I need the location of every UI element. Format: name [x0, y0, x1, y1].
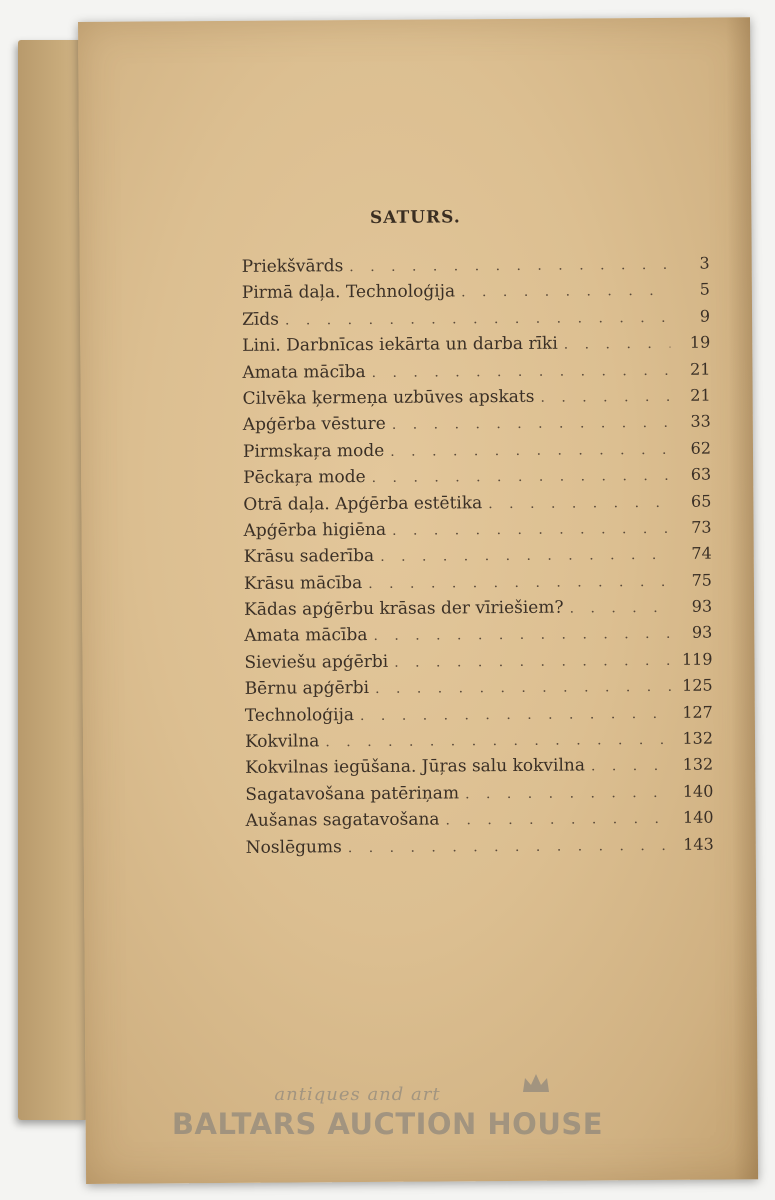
toc-entry-title: Kādas apģērbu krāsas der vīriešiem?	[244, 597, 564, 620]
toc-dot-leader	[392, 415, 671, 433]
toc-entry	[243, 412, 711, 442]
toc-entry-page: 9	[699, 306, 711, 326]
toc-entry-page: 63	[690, 464, 712, 484]
watermark-tagline: antiques and art	[274, 1084, 441, 1105]
toc-entry-page: 140	[682, 807, 714, 827]
toc-entry-page: 127	[682, 702, 713, 722]
toc-entry	[243, 465, 711, 495]
toc-entry-title: Apģērba vēsture	[242, 414, 386, 436]
toc-entry	[246, 808, 714, 838]
toc-entry-page: 73	[691, 517, 712, 537]
toc-entry-page: 119	[681, 649, 713, 669]
toc-entry-title: Aušanas sagatavošana	[245, 809, 440, 832]
toc-entry	[242, 254, 710, 284]
toc-entry-title: Kokvilna	[244, 731, 320, 752]
toc-entry-page: 75	[691, 570, 712, 590]
toc-entry-page: 125	[682, 675, 713, 696]
toc-entry-title: Priekšvārds	[241, 256, 344, 277]
toc-entry-title: Krāsu mācība	[243, 572, 363, 594]
toc-entry	[243, 491, 711, 521]
toc-entry-page: 65	[690, 491, 712, 511]
toc-entry-title: Bērnu apģērbi	[244, 678, 370, 700]
watermark-name: BALTARS AUCTION HOUSE	[171, 1107, 604, 1141]
toc-entry-title: Amata mācība	[244, 625, 368, 647]
toc-dot-leader	[325, 732, 673, 750]
toc-entry-title: Technoloģija	[244, 704, 355, 726]
toc-entry-title: Otrā daļa. Apģērba estētika	[243, 492, 483, 515]
toc-entry-page: 132	[682, 755, 714, 775]
toc-entry-page: 62	[690, 438, 712, 458]
toc-entry-page: 132	[682, 728, 714, 748]
toc-dot-leader	[465, 785, 673, 802]
page-title: SATURS.	[369, 207, 461, 228]
toc-entry	[244, 649, 712, 679]
toc-dot-leader	[564, 336, 671, 353]
toc-entry-page: 74	[691, 543, 712, 564]
toc-dot-leader	[390, 442, 671, 460]
toc-dot-leader	[372, 468, 672, 486]
toc-dot-leader	[375, 679, 673, 697]
book-page	[78, 17, 758, 1184]
toc-entry	[245, 755, 713, 785]
page-edge-shade	[726, 17, 758, 1179]
toc-entry-title: Pirmskaŗa mode	[242, 440, 385, 462]
toc-entry-page: 19	[689, 332, 711, 352]
toc-entry	[245, 676, 713, 706]
table-of-contents	[242, 254, 714, 864]
toc-dot-leader	[392, 521, 672, 539]
toc-entry-page: 93	[691, 596, 713, 616]
toc-entry-page: 21	[690, 385, 711, 405]
toc-dot-leader	[372, 362, 671, 380]
toc-entry	[242, 306, 710, 336]
toc-entry-title: Sieviešu apģērbi	[244, 651, 389, 673]
toc-entry-title: Lini. Darbnīcas iekārta un darba rīki	[242, 333, 558, 357]
toc-dot-leader	[591, 758, 673, 775]
toc-entry	[244, 544, 712, 574]
toc-dot-leader	[285, 310, 670, 329]
toc-entry-title: Noslēgums	[245, 836, 342, 858]
toc-dot-leader	[368, 574, 672, 592]
toc-entry-page: 3	[699, 253, 710, 273]
toc-dot-leader	[348, 837, 674, 855]
toc-entry-page: 143	[683, 834, 714, 854]
toc-entry-page: 21	[690, 359, 711, 379]
toc-entry-title: Krāsu saderība	[243, 546, 375, 568]
toc-entry-title: Pirmā daļa. Technoloģija	[241, 281, 456, 304]
toc-entry-title: Pēckaŗa mode	[243, 467, 366, 488]
toc-entry	[242, 280, 710, 310]
page-stack-edge	[18, 40, 88, 1120]
toc-entry	[245, 729, 713, 759]
toc-entry-title: Sagatavošana patēriņam	[245, 783, 460, 805]
toc-entry	[242, 333, 710, 363]
toc-entry	[244, 597, 712, 627]
toc-dot-leader	[380, 547, 672, 565]
toc-entry-page: 93	[691, 623, 713, 643]
toc-dot-leader	[461, 283, 670, 300]
toc-entry-title: Zīds	[242, 309, 280, 330]
toc-dot-leader	[373, 626, 672, 644]
toc-entry-title: Kokvilnas iegūšana. Jūŗas salu kokvilna	[245, 755, 586, 779]
toc-dot-leader	[488, 494, 671, 511]
toc-entry-page: 140	[682, 781, 714, 801]
toc-entry	[242, 359, 710, 389]
toc-entry-title: Apģērba higiēna	[243, 519, 387, 541]
toc-dot-leader	[570, 600, 673, 617]
toc-entry-title: Amata mācība	[242, 361, 366, 383]
toc-entry-page: 5	[699, 279, 710, 300]
toc-dot-leader	[360, 706, 673, 724]
toc-entry	[245, 781, 713, 811]
toc-entry	[243, 517, 711, 547]
toc-entry	[243, 386, 711, 416]
toc-entry	[243, 438, 711, 468]
toc-entry	[244, 570, 712, 600]
toc-entry	[245, 702, 713, 732]
watermark	[0, 1084, 775, 1141]
toc-dot-leader	[445, 811, 673, 829]
toc-dot-leader	[349, 257, 670, 275]
toc-dot-leader	[540, 389, 670, 406]
toc-entry-page: 33	[690, 411, 711, 432]
toc-entry	[244, 623, 712, 653]
toc-dot-leader	[394, 653, 672, 671]
crown-icon	[521, 1072, 551, 1094]
toc-entry-title: Cilvēka ķermeņa uzbūves apskats	[242, 386, 535, 409]
toc-entry	[246, 834, 714, 864]
